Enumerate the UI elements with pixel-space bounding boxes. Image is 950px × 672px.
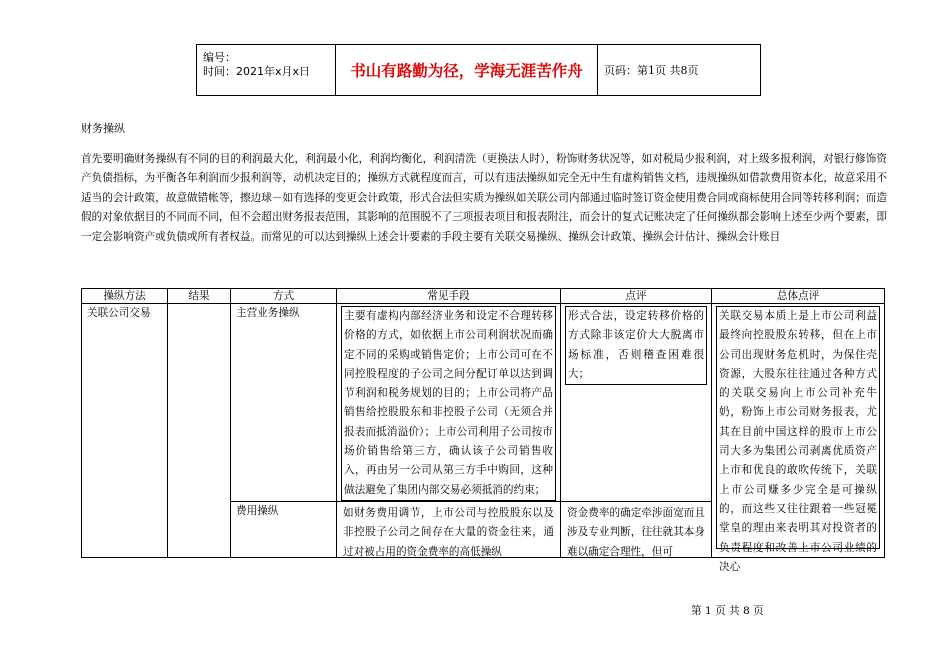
col-header-method: 操纵方法 — [82, 289, 168, 304]
col-header-way: 方式 — [231, 289, 337, 304]
doc-title: 财务操纵 — [81, 122, 125, 135]
means-cell — [337, 304, 561, 502]
col-header-means: 常见手段 — [337, 289, 561, 304]
intro-paragraph: 首先要明确财务操纵有不同的目的利润最大化，利润最小化，利润均衡化，利润清洗（更换法人时），粉饰财务状况等，如对税局少报利润，对上级多报利润，对银行修饰资产负债指标，为平衡各年利润而少报利润等，动机决定目的；操纵方式就程度而言，可以有违法操纵如完全无中生有虚构销售文档，违规操纵如借款费用资本化，故意采用不适当的会计政策，故意做错帐等，擦边球－如有选择的变更会计政策，形式合法但实质为操纵如关联公司内部通过临时签订资金使用费合同或商标使用合同等转移利润；而造假的对象依据目的不同而不同，但不会超出财务报表范围，其影响的范围脱不了三项报表项目和报表附注，而会计的复式记账决定了任何操纵都会影响上述至少两个要素，即一定会影响资产或负债或所有者权益。而常见的可以达到操纵上述会计要素的手段主要有关联交易操纵、操纵会计政策、操纵会计估计、操纵会计账目 — [81, 153, 887, 243]
way-text: 主营业务操纵 — [236, 307, 300, 319]
method-text: 关联公司交易 — [87, 307, 151, 319]
col-header-overall: 总体点评 — [712, 289, 885, 304]
page-footer: 第 1 页 共 8 页 — [691, 605, 764, 617]
col-header-comment: 点评 — [561, 289, 712, 304]
table-header-row — [82, 289, 885, 304]
comment-text: 资金费率的确定牵涉面宽而且涉及专业判断，往往就其本身难以确定合理性，但可 — [567, 506, 705, 558]
time-label: 时间：2021年x月x日 — [203, 65, 311, 78]
number-label: 编号： — [203, 51, 236, 64]
means-cell — [337, 501, 561, 557]
way-cell — [231, 501, 337, 557]
means-text: 主要有虚构内部经济业务和设定不合理转移价格的方式，如依据上市公司利润状况而确定不同的采购或销售定价；上市公司可在不同控股程度的子公司之间分配订单以达到调节利润和税务规划的目的；上市公司将产品销售给控股股东和非控股子公司（无须合并报表而抵消溢价）；上市公司利用子公司按市场价销售给第三方，确认该子公司销售收入，再由另一公司从第三方手中购回，这种做法避免了集团内部交易必须抵消的约束； — [341, 306, 556, 501]
overall-cell — [712, 304, 885, 573]
result-cell — [168, 304, 231, 558]
overall-text: 关联交易本质上是上市公司利益最终向控股股东转移，但在上市公司出现财务危机时，为保住壳资源，大股东往往通过各种方式的关联交易向上市公司补充牛奶，粉饰上市公司财务报表，尤其在目前中国这样的股市上市公司大多为集团公司剥离优质资产上市和优良的敢吹传统下，关联上市公司赚多少完全是可操纵的，而这些又往往跟着一些冠冕堂皇的理由来表明其对投资者的负责程度和改善上市公司业绩的决心 — [716, 306, 880, 549]
manipulation-table — [81, 288, 885, 573]
means-text: 如财务费用调节，上市公司与控股股东以及非控股子公司之间存在大量的资金往来，通过对被占用的资金费率的高低操纵 — [343, 506, 554, 558]
table-row — [82, 304, 885, 502]
comment-cell — [561, 304, 712, 502]
way-text: 费用操纵 — [236, 504, 279, 517]
header-box — [196, 44, 761, 96]
header-meta — [197, 45, 336, 95]
comment-text: 形式合法，设定转移价格的方式除非该定价大大脱离市场标准，否则稽查困难很大； — [565, 306, 707, 385]
col-header-result: 结果 — [168, 289, 231, 304]
page-label: 页码：第1页 共8页 — [604, 64, 699, 77]
header-motto: 书山有路勤为径，学海无涯苦作舟 — [336, 45, 598, 95]
way-cell — [231, 304, 337, 502]
method-cell — [82, 304, 168, 558]
comment-cell — [561, 501, 712, 557]
